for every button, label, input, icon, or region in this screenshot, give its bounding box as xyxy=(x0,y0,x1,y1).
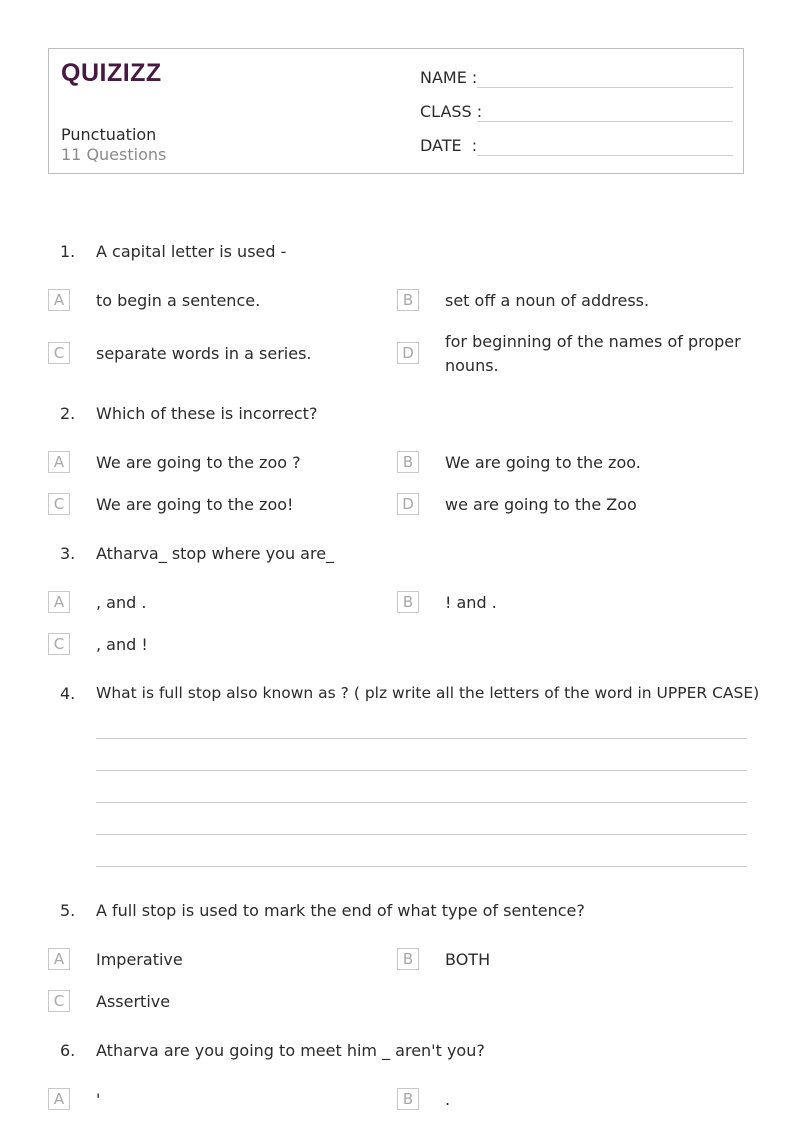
option-letter-box[interactable]: B xyxy=(397,591,419,613)
answer-line[interactable] xyxy=(96,802,747,803)
class-field[interactable] xyxy=(420,102,482,121)
option-letter-box[interactable]: B xyxy=(397,1088,419,1110)
date-label: DATE : xyxy=(420,136,478,155)
option-text: Imperative xyxy=(96,950,183,969)
option-letter-box[interactable]: C xyxy=(48,342,70,364)
option-letter-box[interactable]: C xyxy=(48,990,70,1012)
question-text: A capital letter is used - xyxy=(96,242,287,261)
option-text: Assertive xyxy=(96,992,171,1011)
option-letter-box[interactable]: A xyxy=(48,948,70,970)
date-field[interactable] xyxy=(420,136,477,155)
worksheet-title: Punctuation xyxy=(61,125,157,144)
option-text: , and . xyxy=(96,593,147,612)
option-letter-box[interactable]: C xyxy=(48,633,70,655)
option-letter-box[interactable]: A xyxy=(48,289,70,311)
class-line[interactable] xyxy=(477,121,733,122)
question-number: 3. xyxy=(60,544,76,563)
question-text: What is full stop also known as ? ( plz write all the letters of the word in UPPER CASE) xyxy=(96,684,760,702)
question-count: 11 Questions xyxy=(61,145,167,164)
question-number: 6. xyxy=(60,1041,76,1060)
option-letter-box[interactable]: D xyxy=(397,493,419,515)
answer-line[interactable] xyxy=(96,866,747,867)
option-letter-box[interactable]: B xyxy=(397,948,419,970)
option-letter-box[interactable]: B xyxy=(397,451,419,473)
option-text: ! and . xyxy=(445,593,497,612)
option-text: we are going to the Zoo xyxy=(445,495,637,514)
name-line[interactable] xyxy=(477,87,733,88)
worksheet-header xyxy=(48,48,744,174)
option-letter-box[interactable]: B xyxy=(397,289,419,311)
question-number: 1. xyxy=(60,242,76,261)
question-text: Atharva are you going to meet him _ aren't you? xyxy=(96,1041,485,1060)
answer-line[interactable] xyxy=(96,770,747,771)
option-letter-box[interactable]: A xyxy=(48,1088,70,1110)
question-text: Which of these is incorrect? xyxy=(96,404,318,423)
option-text: to begin a sentence. xyxy=(96,291,261,310)
answer-line[interactable] xyxy=(96,834,747,835)
question-number: 5. xyxy=(60,901,76,920)
option-text: ' xyxy=(96,1090,101,1109)
name-label: NAME : xyxy=(420,68,478,87)
class-label: CLASS : xyxy=(420,102,483,121)
option-letter-box[interactable]: A xyxy=(48,591,70,613)
option-letter-box[interactable]: D xyxy=(397,342,419,364)
question-text: A full stop is used to mark the end of what type of sentence? xyxy=(96,901,585,920)
question-text: Atharva_ stop where you are_ xyxy=(96,544,335,563)
date-line[interactable] xyxy=(477,155,733,156)
option-text: BOTH xyxy=(445,950,491,969)
answer-line[interactable] xyxy=(96,738,747,739)
option-text: for beginning of the names of proper nouns. xyxy=(445,332,741,375)
option-text: , and ! xyxy=(96,635,148,654)
question-number: 2. xyxy=(60,404,76,423)
option-text: We are going to the zoo ? xyxy=(96,453,301,472)
question-number: 4. xyxy=(60,684,76,703)
option-text: . xyxy=(445,1090,451,1109)
name-field[interactable] xyxy=(420,68,477,87)
quizizz-logo: QUIZIZZ xyxy=(61,59,162,87)
option-text: separate words in a series. xyxy=(96,344,312,363)
option-text: We are going to the zoo! xyxy=(96,495,294,514)
option-letter-box[interactable]: A xyxy=(48,451,70,473)
option-text: set off a noun of address. xyxy=(445,291,650,310)
option-letter-box[interactable]: C xyxy=(48,493,70,515)
option-text: We are going to the zoo. xyxy=(445,453,641,472)
